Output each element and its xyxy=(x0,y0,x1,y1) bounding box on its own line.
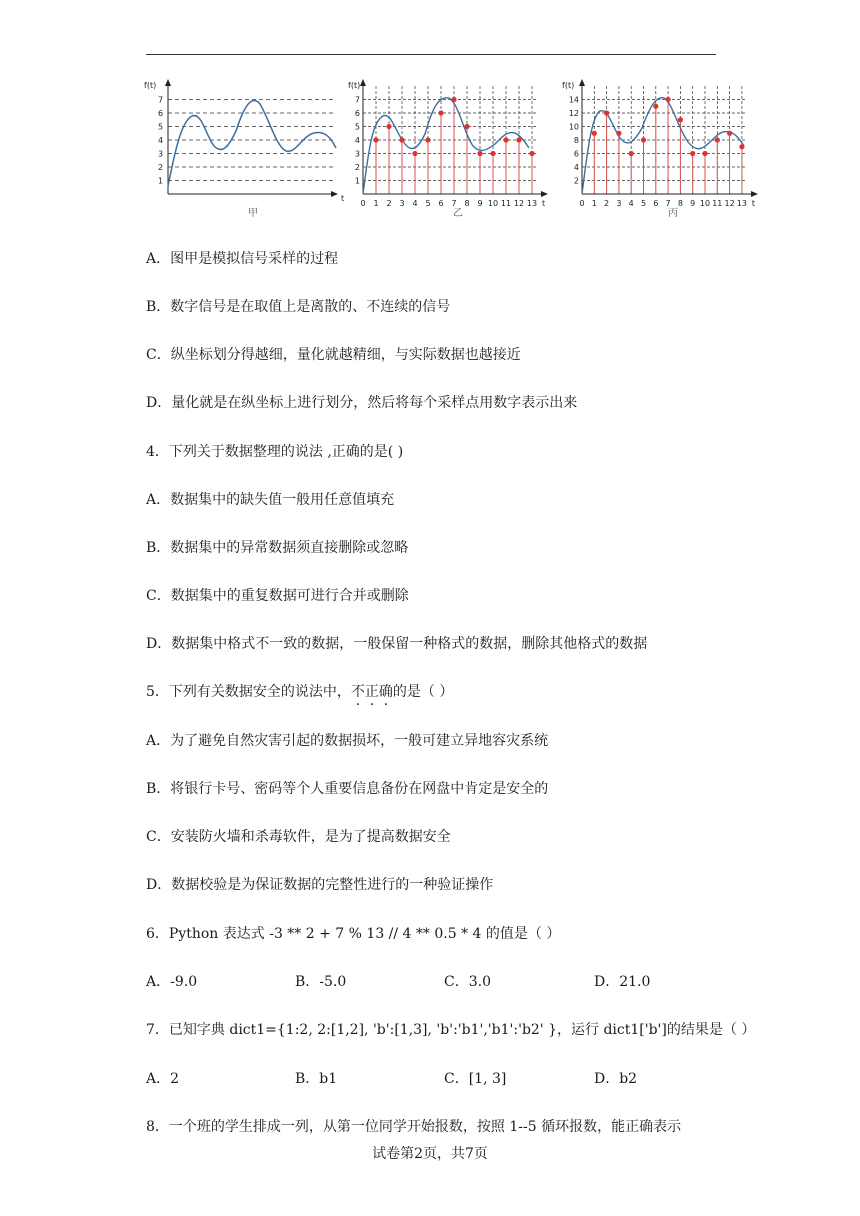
bing-xtick: 6 xyxy=(653,199,659,208)
yi-ylabel: f(t) xyxy=(348,81,361,90)
bing-xtick: 2 xyxy=(604,199,610,208)
emphasis-char: 不 xyxy=(350,684,365,700)
yi-ytick: 4 xyxy=(354,136,360,145)
bing-sample-point xyxy=(629,151,634,156)
jia-ytick: 1 xyxy=(158,176,164,186)
yi-ytick: 2 xyxy=(354,163,360,172)
emphasis-char: 正 xyxy=(364,684,379,700)
bing-xtick: 13 xyxy=(736,199,747,208)
yi-xtick: 13 xyxy=(526,199,538,208)
q7-option-b: B．b1 xyxy=(295,1071,338,1087)
yi-xtick: 9 xyxy=(477,199,483,208)
jia-caption: 甲 xyxy=(248,208,258,219)
jia-xlabel: t xyxy=(341,194,345,203)
q6-stem: 6．Python 表达式 -3 ** 2 + 7 % 13 // 4 ** 0.5 * 4 的值是（ ） xyxy=(146,926,561,942)
yi-ytick: 5 xyxy=(354,122,360,132)
jia-ylabel: f(t) xyxy=(144,81,157,90)
yi-sample-point xyxy=(464,124,469,129)
bing-xtick: 9 xyxy=(690,199,696,208)
bing-sample-point xyxy=(739,144,744,149)
bing-sample-point xyxy=(592,131,597,136)
bing-xtick: 11 xyxy=(712,199,723,208)
yi-xtick: 12 xyxy=(513,199,525,208)
bing-xlabel: t xyxy=(751,199,756,208)
bing-xtick: 0 xyxy=(579,199,585,208)
bing-xtick: 4 xyxy=(628,199,634,208)
figure-jia-analog xyxy=(140,76,345,226)
yi-xtick: 11 xyxy=(500,199,512,208)
bing-sample-point xyxy=(690,151,695,156)
q6-option-d: D．21.0 xyxy=(594,974,651,990)
yi-xtick: 3 xyxy=(399,199,405,208)
yi-xtick: 1 xyxy=(373,199,379,208)
bing-sample-point xyxy=(653,104,658,109)
bing-xtick: 7 xyxy=(665,199,671,208)
q5-option-a: A．为了避免自然灾害引起的数据损坏，一般可建立异地容灾系统 xyxy=(146,733,549,749)
q5-stem xyxy=(146,682,453,702)
yi-sample-point xyxy=(529,151,534,156)
jia-ytick: 5 xyxy=(158,122,164,132)
yi-xtick: 8 xyxy=(464,199,470,208)
emphasis-char: 确 xyxy=(378,684,393,700)
bing-sample-point xyxy=(678,117,683,122)
bing-caption: 丙 xyxy=(668,208,678,219)
bing-sample-point xyxy=(702,151,707,156)
yi-sample-point xyxy=(451,97,456,102)
q4-option-d: D．数据集中格式不一致的数据，一般保留一种格式的数据，删除其他格式的数据 xyxy=(146,636,648,652)
yi-ytick: 7 xyxy=(354,95,360,105)
yi-sample-point xyxy=(503,137,508,142)
figure-yi-sampled xyxy=(345,76,550,226)
yi-xtick: 4 xyxy=(412,199,418,208)
yi-ytick: 3 xyxy=(354,149,360,159)
yi-xtick: 5 xyxy=(425,199,431,208)
bing-ytick: 12 xyxy=(568,109,579,118)
page-footer: 试卷第2页，共7页 xyxy=(372,1146,488,1162)
bing-sample-point xyxy=(666,97,671,102)
q7-option-c: C．[1, 3] xyxy=(444,1071,507,1087)
jia-ytick: 3 xyxy=(158,149,164,159)
bing-sample-point xyxy=(715,137,720,142)
q6-option-b: B．-5.0 xyxy=(295,974,347,990)
q5-option-c: C．安装防火墙和杀毒软件，是为了提高数据安全 xyxy=(146,829,451,845)
bing-sample-point xyxy=(727,131,732,136)
bing-ytick: 2 xyxy=(573,176,579,186)
yi-xlabel: t xyxy=(542,199,546,208)
yi-ytick: 1 xyxy=(354,176,360,186)
yi-sample-point xyxy=(477,151,482,156)
q5-stem-post: 的是（ ） xyxy=(392,684,454,700)
q3-option-b: B．数字信号是在取值上是离散的、不连续的信号 xyxy=(146,299,451,315)
yi-sample-point xyxy=(425,137,430,142)
bing-ytick: 6 xyxy=(573,149,579,159)
q7-option-d: D．b2 xyxy=(594,1071,638,1087)
bing-ylabel: f(t) xyxy=(562,81,575,90)
bing-sample-point xyxy=(604,110,609,115)
q6-option-a: A．-9.0 xyxy=(146,974,198,990)
bing-xtick: 8 xyxy=(677,199,683,208)
q3-option-c: C．纵坐标划分得越细，量化就越精细，与实际数据也越接近 xyxy=(146,347,521,363)
jia-ytick: 6 xyxy=(158,109,164,118)
bing-ytick: 14 xyxy=(568,95,579,105)
bing-ytick: 4 xyxy=(573,163,579,172)
q5-option-b: B．将银行卡号、密码等个人重要信息备份在网盘中肯定是安全的 xyxy=(146,781,549,797)
q4-option-a: A．数据集中的缺失值一般用任意值填充 xyxy=(146,492,395,508)
q7-option-a: A．2 xyxy=(146,1071,180,1087)
bing-xtick: 12 xyxy=(724,199,735,208)
q4-option-c: C．数据集中的重复数据可进行合并或删除 xyxy=(146,588,409,604)
bing-xtick: 5 xyxy=(640,199,647,208)
jia-ytick: 4 xyxy=(158,136,164,145)
signal-figures xyxy=(140,76,756,226)
bing-xtick: 1 xyxy=(591,199,597,208)
bing-sample-point xyxy=(616,131,621,136)
q6-option-c: C．3.0 xyxy=(444,974,491,990)
yi-xtick: 7 xyxy=(451,199,457,208)
q4-stem: 4．下列关于数据整理的说法 ,正确的是( ) xyxy=(146,444,404,460)
bing-xtick: 3 xyxy=(616,199,622,208)
yi-xtick: 6 xyxy=(438,199,444,208)
yi-xtick: 10 xyxy=(487,199,499,208)
bing-ytick: 8 xyxy=(573,136,579,145)
q5-stem-emphasis xyxy=(351,684,393,700)
q3-option-d: D．量化就是在纵坐标上进行划分，然后将每个采样点用数字表示出来 xyxy=(146,395,578,411)
jia-ytick: 2 xyxy=(158,163,164,172)
yi-sample-point xyxy=(438,110,443,115)
q7-stem: 7．已知字典 dict1={1:2, 2:[1,2], 'b':[1,3], 'b':'b1','b1':'b2' }，运行 dict1['b']的结果是（ ） xyxy=(146,1022,756,1038)
figure-bing-quantized xyxy=(560,76,760,226)
yi-sample-point xyxy=(373,137,378,142)
q8-stem: 8．一个班的学生排成一列，从第一位同学开始报数，按照 1--5 循环报数，能正确表示 xyxy=(146,1119,682,1135)
yi-ytick: 6 xyxy=(354,109,360,118)
q4-option-b: B．数据集中的异常数据须直接删除或忽略 xyxy=(146,540,409,556)
yi-sample-point xyxy=(516,137,521,142)
yi-xtick: 2 xyxy=(386,199,392,208)
jia-ytick: 7 xyxy=(158,95,164,105)
bing-sample-point xyxy=(641,137,646,142)
yi-sample-point xyxy=(412,151,417,156)
bing-xtick: 10 xyxy=(699,199,711,208)
yi-sample-point xyxy=(399,137,404,142)
q5-option-d: D．数据校验是为保证数据的完整性进行的一种验证操作 xyxy=(146,877,494,893)
q3-option-a: A．图甲是模拟信号采样的过程 xyxy=(146,251,339,267)
yi-sample-point xyxy=(386,124,391,129)
yi-sample-point xyxy=(490,151,495,156)
yi-xtick: 0 xyxy=(360,199,366,208)
header-rule xyxy=(146,54,716,55)
bing-ytick: 10 xyxy=(568,122,579,132)
yi-caption: 乙 xyxy=(453,208,463,219)
q5-stem-pre: 5．下列有关数据安全的说法中， xyxy=(146,684,351,700)
yi-analog-curve xyxy=(363,98,529,194)
